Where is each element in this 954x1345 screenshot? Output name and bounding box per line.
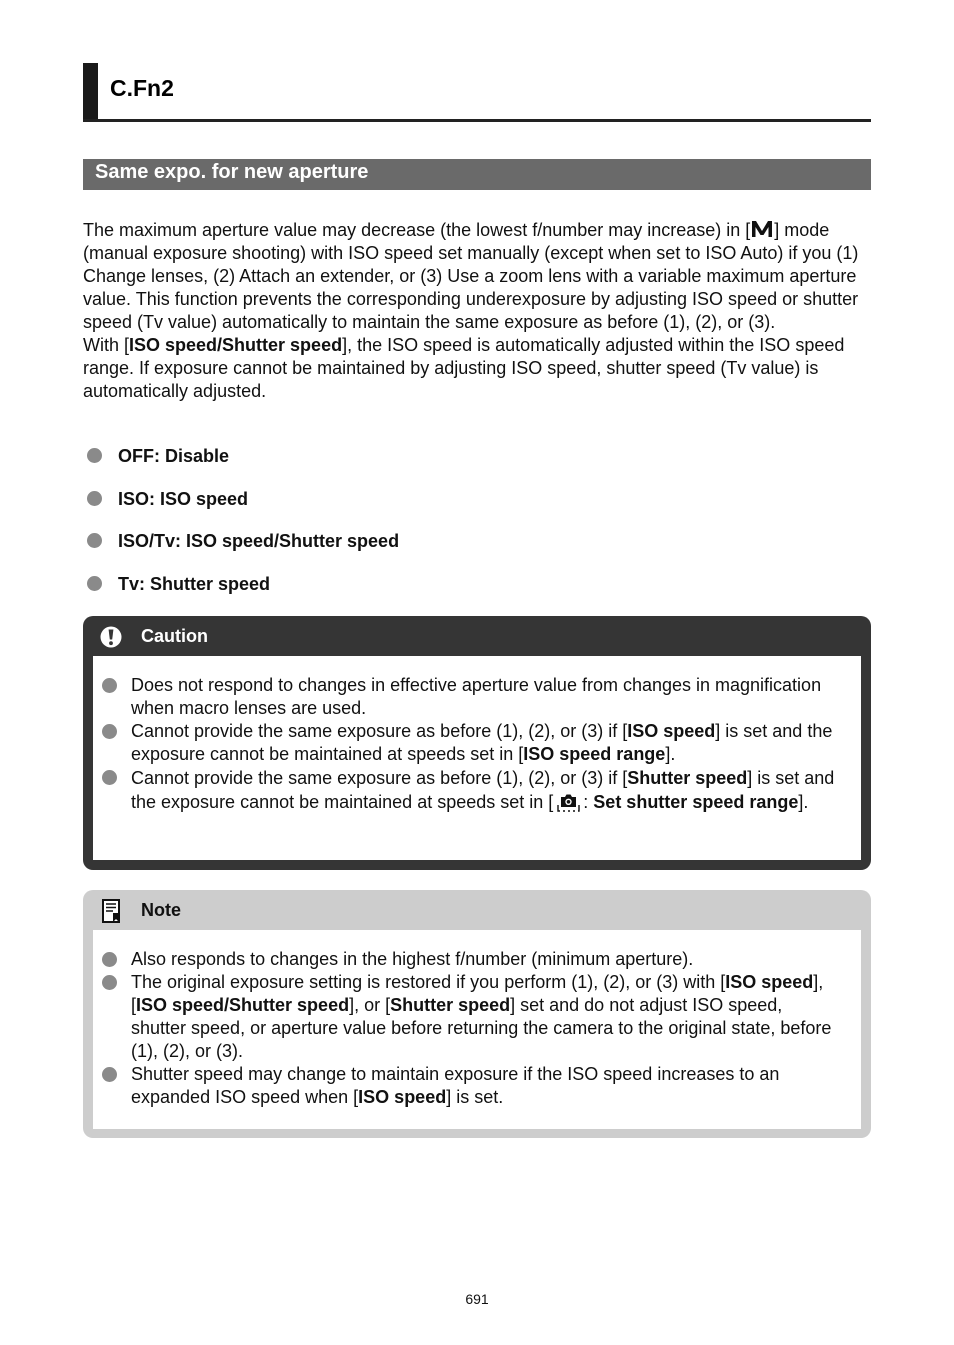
- intro-paragraph-2: [83, 334, 873, 403]
- page-number: 691: [465, 1291, 489, 1307]
- chapter-header: [83, 63, 871, 122]
- caution-text: Cannot provide the same exposure as before (1), (2), or (3) if [: [131, 768, 628, 788]
- chapter-title: C.Fn2: [110, 75, 174, 101]
- option-item: [85, 531, 785, 551]
- option-label: Tv: Shutter speed: [118, 573, 271, 594]
- option-label: ISO/Tv: ISO speed/Shutter speed: [118, 531, 400, 551]
- caution-text: :: [583, 792, 594, 812]
- setting-name: ISO speed: [358, 1087, 447, 1107]
- section-title: Same expo. for new aperture: [95, 161, 369, 183]
- intro-text: [83, 219, 873, 403]
- intro-p1-end: ] mode (manual exposure shooting) with ISO speed set manually (except when set to ISO Auto) if you (1) Change lenses, (2) Attach an extender, or (3) Use a zoom lens with a variable maximum aperture value. This function prevents the corresponding underexposure by adjusting ISO speed or shutter speed (Tv value) automatically to maintain the same exposure as before (1), (2), or (3).: [83, 220, 859, 332]
- bullet-icon: [87, 533, 102, 548]
- setting-name: ISO speed/Shutter speed: [136, 995, 350, 1015]
- list-item: [100, 720, 840, 766]
- intro-p2-setting: ISO speed/Shutter speed: [129, 335, 343, 355]
- caution-exclamation-icon: [99, 625, 123, 649]
- setting-name: Set shutter speed range: [593, 792, 799, 812]
- setting-name: ISO speed: [627, 721, 716, 741]
- bullet-icon: [102, 678, 117, 693]
- setting-name: Shutter speed: [390, 995, 511, 1015]
- option-item: [85, 489, 785, 509]
- note-memo-icon: [99, 898, 123, 924]
- caution-text: ] is set and the exposure cannot be maintained at speeds set in [: [131, 721, 833, 764]
- caution-text: Cannot provide the same exposure as before (1), (2), or (3) if [: [131, 721, 628, 741]
- intro-paragraph-1: [83, 219, 873, 334]
- caution-title: Caution: [141, 626, 208, 646]
- note-text: Shutter speed may change to maintain exposure if the ISO speed increases to an expanded ISO speed when [: [131, 1064, 780, 1107]
- note-text: ], or [: [349, 995, 391, 1015]
- bullet-icon: [102, 770, 117, 785]
- shooting-menu-camera-icon: [553, 792, 583, 812]
- bullet-icon: [102, 952, 117, 967]
- option-label: OFF: Disable: [118, 446, 230, 466]
- caution-box: [83, 616, 871, 870]
- note-box: [83, 890, 871, 1138]
- list-item: [100, 971, 840, 1063]
- chapter-bar: [83, 63, 98, 119]
- note-text: Also responds to changes in the highest f/number (minimum aperture).: [131, 949, 694, 969]
- bullet-icon: [87, 491, 102, 506]
- section-header: [83, 159, 871, 190]
- bullet-icon: [102, 724, 117, 739]
- bullet-icon: [102, 975, 117, 990]
- note-text: ], [: [131, 972, 824, 1015]
- caution-text: Does not respond to changes in effective aperture value from changes in magnification when macro lenses are used.: [131, 675, 822, 718]
- bullet-icon: [102, 1067, 117, 1082]
- note-text: ] set and do not adjust ISO speed, shutter speed, or aperture value before returning the camera to the original state, before (1), (2), or (3).: [131, 995, 832, 1061]
- caution-text: ].: [798, 792, 809, 812]
- caution-text: ].: [665, 744, 676, 764]
- list-item: [100, 766, 840, 814]
- setting-name: Shutter speed: [627, 768, 748, 788]
- bullet-icon: [87, 576, 102, 591]
- bullet-icon: [87, 448, 102, 463]
- list-item: [100, 948, 840, 971]
- list-item: [100, 1063, 840, 1109]
- note-text: The original exposure setting is restored if you perform (1), (2), or (3) with [: [131, 972, 726, 992]
- note-title: Note: [141, 900, 181, 920]
- manual-mode-icon: [750, 220, 774, 238]
- intro-p1-start: The maximum aperture value may decrease (the lowest f/number may increase) in [: [83, 220, 751, 240]
- note-text: ] is set.: [446, 1087, 504, 1107]
- option-item: [85, 446, 785, 466]
- option-item: [85, 574, 785, 594]
- intro-p2-end: ], the ISO speed is automatically adjusted within the ISO speed range. If exposure cannot be maintained by adjusting ISO speed, shutter speed (Tv value) is automatically adjusted.: [83, 335, 845, 401]
- option-label: ISO: ISO speed: [118, 488, 249, 509]
- option-list: [85, 446, 785, 616]
- setting-name: ISO speed range: [523, 744, 666, 764]
- list-item: [100, 674, 840, 720]
- intro-p2-start: With [: [83, 335, 130, 355]
- caution-body: [93, 656, 861, 860]
- note-body: [93, 930, 861, 1129]
- caution-text: ] is set and the exposure cannot be maintained at speeds set in [: [131, 768, 835, 812]
- setting-name: ISO speed: [725, 972, 814, 992]
